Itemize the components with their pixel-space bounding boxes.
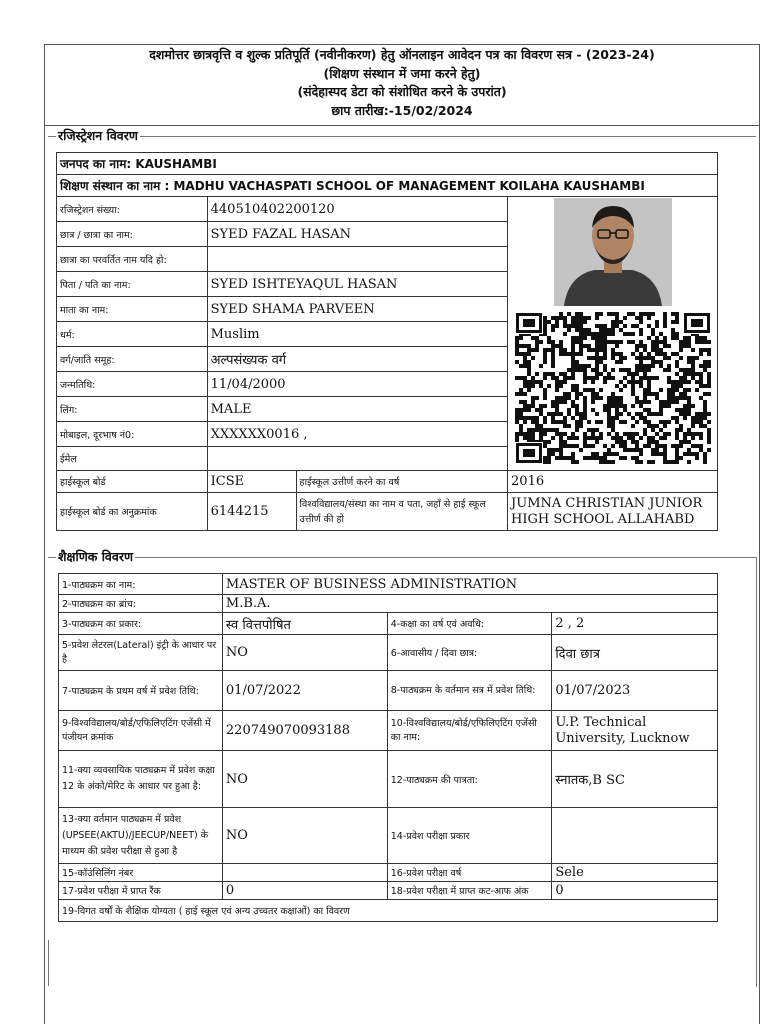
first-year-date: 01/07/2022: [222, 671, 387, 711]
exam-year-label: 16-प्रवेश परीक्षा वर्ष: [387, 864, 552, 882]
registration-fieldset-border: [48, 136, 756, 137]
course-type: स्व वित्तपोषित: [222, 613, 387, 635]
roll-label: हाईस्कूल बोर्ड का अनुक्रमांक: [57, 493, 208, 531]
first-year-date-label: 7-पाठ्यक्रम के प्रथम वर्ष में प्रवेश तिथि:: [59, 671, 223, 711]
field-label: लिंग:: [57, 397, 208, 422]
class-year-label: 4-कक्षा का वर्ष एवं अवधि:: [387, 613, 552, 635]
date-of-birth: 11/04/2000: [207, 372, 507, 397]
residential: दिवा छात्र: [552, 635, 718, 671]
field-label: जन्मतिथि:: [57, 372, 208, 397]
field-label: छात्रा का परवर्तित नाम यदि हो:: [57, 247, 208, 272]
qr-code-image: [515, 312, 711, 464]
header-subtitle: (शिक्षण संस्थान में जमा करने हेतु): [323, 65, 481, 81]
field-label: माता का नाम:: [57, 297, 208, 322]
field-label: मोबाइल, दूरभाष नं0:: [57, 422, 208, 447]
student-name: SYED FAZAL HASAN: [207, 222, 507, 247]
field-label: रजिस्ट्रेशन संख्या:: [57, 197, 208, 222]
field-label: ईमेल: [57, 447, 208, 471]
board-value: ICSE: [207, 471, 296, 493]
gender: MALE: [207, 397, 507, 422]
current-session-date: 01/07/2023: [552, 671, 718, 711]
academic-fieldset-border: [48, 557, 756, 558]
board-label: हाईस्कूल बोर्ड: [57, 471, 208, 493]
header-title: दशमोत्तर छात्रवृत्ति व शुल्क प्रतिपूर्ति (नवीनीकरण) हेतु ऑनलाइन आवेदन पत्र का विवरण सत्र - (2023-24): [149, 47, 655, 62]
pass-year-label: हाईस्कूल उत्तीर्ण करने का वर्ष: [296, 471, 507, 493]
merit-admission-label: 11-क्या व्यवसायिक पाठ्यक्रम में प्रवेश कक्षा 12 के अंको/मेरिट के आधार पर हुआ है:: [59, 751, 223, 808]
fieldset-left-border: [48, 940, 49, 986]
branch: M.B.A.: [222, 595, 717, 613]
entrance-exam-admission-label: 13-क्या वर्तमान पाठ्यक्रम में प्रवेश (UPSEE(AKTU)/JEECUP/NEET) के माध्यम की प्रवेश परीक्षा से हुआ है: [59, 808, 223, 864]
current-session-date-label: 8-पाठ्यक्रम के वर्तमान सत्र में प्रवेश तिथि:: [387, 671, 552, 711]
changed-name: [207, 247, 507, 272]
course-name: MASTER OF BUSINESS ADMINISTRATION: [222, 574, 717, 595]
entrance-exam-admission: NO: [222, 808, 387, 864]
photo-qr-cell: [508, 197, 718, 471]
field-label: वर्ग/जाति समूह:: [57, 347, 208, 372]
father-name: SYED ISHTEYAQUL HASAN: [207, 272, 507, 297]
course-name-label: 1-पाठ्यक्रम का नाम:: [59, 574, 223, 595]
residential-label: 6-आवासीय / दिवा छात्र:: [387, 635, 552, 671]
religion: Muslim: [207, 322, 507, 347]
previous-qualification-label: 19-विगत वर्षों के शैक्षिक योग्यता ( हाई स्कूल एवं अन्य उच्चतर कक्षाओं) का विवरण: [59, 900, 718, 922]
school-label: विश्वविद्यालय/संस्था का नाम व पता, जहाँ से हाई स्कूल उत्तीर्ण की हो: [296, 493, 507, 531]
course-type-label: 3-पाठ्यक्रम का प्रकार:: [59, 613, 223, 635]
institution-name: शिक्षण संस्थान का नाम : MADHU VACHASPATI SCHOOL OF MANAGEMENT KOILAHA KAUSHAMBI: [57, 175, 718, 197]
header-note: (संदेहास्पद डेटा को संशोधित करने के उपरांत): [297, 84, 507, 99]
academic-legend: शैक्षणिक विवरण: [58, 549, 133, 564]
registration-no-label: 9-विश्वविद्यालय/बोर्ड/एफिलिएटिंग एजेंसी में पंजीयन क्रमांक: [59, 711, 223, 751]
exam-rank-label: 17-प्रवेश परीक्षा में प्राप्त रैंक: [59, 882, 223, 900]
branch-label: 2-पाठ्यक्रम का ब्रांच:: [59, 595, 223, 613]
university-name: U.P. Technical University, Lucknow: [552, 711, 718, 751]
roll-value: 6144215: [207, 493, 296, 531]
email: [207, 447, 507, 471]
registration-table: [56, 152, 718, 531]
eligibility-label: 12-पाठ्यक्रम की पात्रता:: [387, 751, 552, 808]
university-registration-no: 220749070093188: [222, 711, 387, 751]
counselling-number: [222, 864, 387, 882]
field-label: धर्म:: [57, 322, 208, 347]
eligibility: स्नातक,B SC: [552, 751, 718, 808]
academic-table: [58, 573, 718, 922]
fieldset-right-border: [756, 557, 757, 987]
registration-number: 440510402200120: [207, 197, 507, 222]
school-value: JUMNA CHRISTIAN JUNIOR HIGH SCHOOL ALLAHABD: [508, 493, 718, 531]
cutoff-marks: 0: [552, 882, 718, 900]
category: अल्पसंख्यक वर्ग: [207, 347, 507, 372]
mobile-number: XXXXXX0016 ,: [207, 422, 507, 447]
form-header: [45, 45, 759, 126]
print-date: छाप तारीख:-15/02/2024: [331, 102, 473, 118]
district-name: जनपद का नाम: KAUSHAMBI: [57, 153, 718, 175]
merit-admission: NO: [222, 751, 387, 808]
exam-rank: 0: [222, 882, 387, 900]
registration-legend: रजिस्ट्रेशन विवरण: [58, 128, 138, 143]
student-photo: [554, 198, 672, 306]
university-name-label: 10-विश्वविद्यालय/बोर्ड/एफिलिएटिंग एजेंसी का नाम:: [387, 711, 552, 751]
pass-year-value: 2016: [508, 471, 718, 493]
counselling-number-label: 15-कॉउंसिलिंग नंबर: [59, 864, 223, 882]
mother-name: SYED SHAMA PARVEEN: [207, 297, 507, 322]
field-label: पिता / पति का नाम:: [57, 272, 208, 297]
cutoff-marks-label: 18-प्रवेश परीक्षा में प्राप्त कट-आफ अंक: [387, 882, 552, 900]
exam-year: Sele: [552, 864, 718, 882]
field-label: छात्र / छात्रा का नाम:: [57, 222, 208, 247]
lateral-entry-label: 5-प्रवेश लेटरल(Lateral) इंट्री के आधार पर है: [59, 635, 223, 671]
lateral-entry: NO: [222, 635, 387, 671]
exam-type-label: 14-प्रवेश परीक्षा प्रकार: [387, 808, 552, 864]
exam-type: [552, 808, 718, 864]
class-year: 2 , 2: [552, 613, 718, 635]
